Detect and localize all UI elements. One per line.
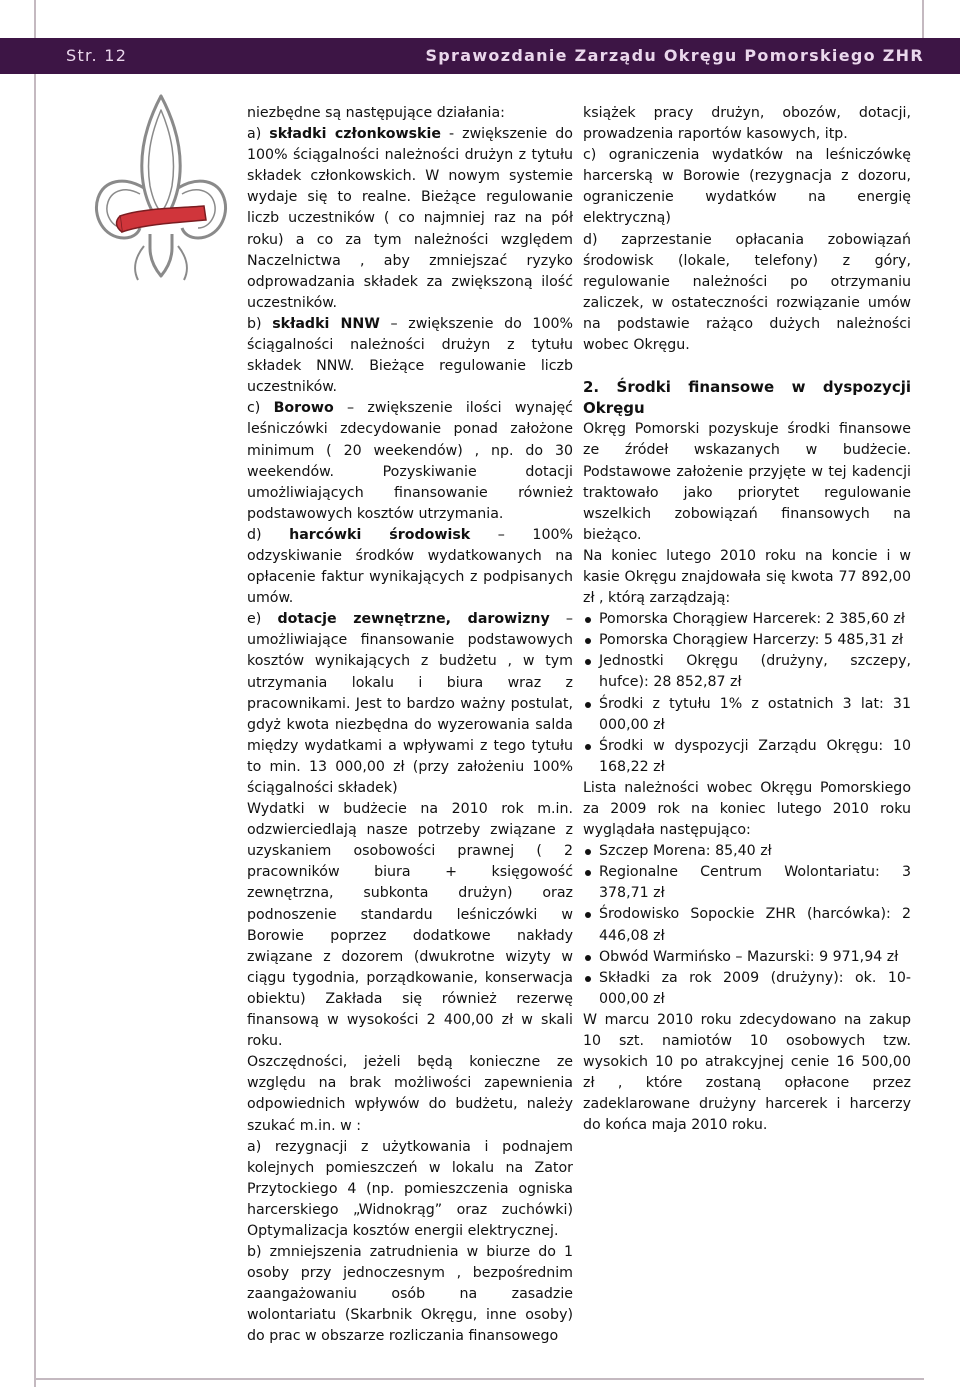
list-item: Regionalne Centrum Wolontariatu: 3 378,71 zł (583, 862, 911, 904)
document-title: Sprawozdanie Zarządu Okręgu Pomorskiego ZHR (425, 46, 924, 65)
list-item: Pomorska Chorągiew Harcerzy: 5 485,31 zł (583, 630, 911, 651)
item-a: a) składki członkowskie - zwiększenie do 100% ściągalności należności drużyn z tytułu składek członkowskich. W nowym systemie wydaje się to realne. Bieżące regulowanie liczb uczestników ( co najmniej raz na pół roku) a co za tym należności względem Naczelnictwa , aby zmniejszać ryzyko odprowadzania składek za zwiększoną ilość uczestników. (247, 126, 573, 311)
savings-item-d: d) zaprzestanie opłacania zobowiązań środowisk (lokale, telefony) z góry, regulowanie należności po otrzymaniu zaliczek, w ostateczności rozwiązanie umów na podstawie rażąco dużych należności wobec Okręgu. (583, 231, 911, 354)
list-item: Pomorska Chorągiew Harcerek: 2 385,60 zł (583, 609, 911, 630)
receivables-paragraph: Lista należności wobec Okręgu Pomorskiego za 2009 rok na koniec lutego 2010 roku wyglądała następująco: (583, 779, 911, 839)
section-heading: 2. Środki finansowe w dyspozycji Okręgu (583, 378, 911, 418)
tents-paragraph: W marcu 2010 roku zdecydowano na zakup 10 szt. namiotów 10 osobowych tzw. wysokich 10 po atrakcyjnej cenie 16 500,00 zł , które zostaną opłacone przez zadeklarowane drużyny harcerek i harcerzy do końca maja 2010 roku. (583, 1011, 911, 1134)
right-column (583, 103, 911, 1137)
page-header (0, 38, 960, 74)
left-column (247, 103, 573, 1348)
fleur-de-lis-logo (86, 88, 236, 298)
savings-item-b: b) zmniejszenia zatrudnienia w biurze do 1 osoby przy jednoczesnym , bezpośrednim zaangażowaniu osób na zasadzie wolontariatu (Skarbnik Okręgu, inne osoby) do prac w obszarze rozliczania finansowego (247, 1244, 573, 1345)
intro-paragraph: niezbędne są następujące działania: (247, 105, 505, 121)
list-item: Jednostki Okręgu (drużyny, szczepy, hufce): 28 852,87 zł (583, 651, 911, 693)
frame-line-left (34, 0, 36, 1387)
list-item: Szczep Morena: 85,40 zł (583, 841, 911, 862)
list-item: Środki w dyspozycji Zarządu Okręgu: 10 168,22 zł (583, 736, 911, 778)
item-e: e) dotacje zewnętrzne, darowizny – umożliwiające finansowanie podstawowych kosztów wynikających z budżetu , w tym utrzymania lokalu i biura wraz z pracownikami. Jest to bardzo ważny postulat, gdyż kwota niezbędna do wyzerowania salda między wydatkami a wpływami z tego tytułu to min. 13 000,00 zł (przy założeniu 100% ściągalności składek) (247, 611, 574, 796)
funds-list (583, 609, 911, 778)
item-b: b) składki NNW – zwiększenie do 100% ściągalności należności drużyn z tytułu składek NNW. Bieżące regulowanie liczb uczestników. (247, 315, 573, 396)
savings-paragraph: Oszczędności, jeżeli będą konieczne ze względu na brak możliwości zapewnienia odpowiednich wpływów do budżetu, należy szukać m.in. w : (247, 1054, 573, 1134)
spacer (583, 356, 911, 377)
list-item: Środki z tytułu 1% z ostatnich 3 lat: 31 000,00 zł (583, 694, 911, 736)
receivables-list (583, 841, 911, 1010)
item-d: d) harcówki środowisk – 100% odzyskiwanie środków wydatkowanych na opłacenie faktur wynikających z podpisanych umów. (247, 526, 573, 607)
expenses-paragraph: Wydatki w budżecie na 2010 rok m.in. odzwierciedlają nasze potrzeby związane z uzyskaniem osobowości prawnej ( 2 pracowników biura + księgowość zewnętrzna, subkonta drużyn) oraz podnoszenie standardu leśniczówki w Borowie poprzez dodatkowe nakłady związane z dozorem (dwukrotne wizyty w ciągu tygodnia, porządkowanie, konserwacja obiektu) Zakłada się również rezerwę finansową w wysokości 2 400,00 zł w skali roku. (247, 801, 573, 1050)
balance-paragraph: Na koniec lutego 2010 roku na koncie i w kasie Okręgu znajdowała się kwota 77 892,00 zł , którą zarządzają: (583, 547, 911, 607)
frame-line-bottom (34, 1378, 924, 1380)
list-item: Obwód Warmińsko – Mazurski: 9 971,94 zł (583, 947, 911, 968)
funds-intro-paragraph: Okręg Pomorski pozyskuje środki finansowe ze źródeł wskazanych w budżecie. Podstawowe założenie przyjęte w tej kadencji traktowało jako priorytet regulowanie wszelkich zobowiązań finansowych na bieżąco. (583, 421, 911, 543)
page-number: Str. 12 (66, 46, 128, 65)
list-item: Składki za rok 2009 (drużyny): ok. 10-000,00 zł (583, 968, 911, 1010)
savings-item-c: c) ograniczenia wydatków na leśniczówkę harcerską w Borowie (rezygnacja z dozoru, ograniczenie wydatków na energię elektryczną) (583, 147, 911, 227)
list-item: Środowisko Sopockie ZHR (harcówka): 2 446,08 zł (583, 904, 911, 946)
item-c: c) Borowo – zwiększenie ilości wynajęć leśniczówki zdecydowanie ponad założone minimum ( 20 weekendów) , np. do 30 weekendów. Pozyskiwanie dotacji umożliwiających finansowanie również podstawowych kosztów utrzymania. (247, 400, 573, 522)
continued-paragraph: książek pracy drużyn, obozów, dotacji, prowadzenia raportów kasowych, itp. (583, 105, 911, 143)
savings-item-a: a) rezygnacji z użytkowania i podnajem kolejnych pomieszczeń w lokalu na Zator Przytockiego 4 (np. pomieszczenia ogniska harcerskiego „Widnokrąg” oraz zuchówki) Optymalizacja kosztów energii elektrycznej. (247, 1138, 573, 1239)
frame-line-right (922, 0, 924, 38)
